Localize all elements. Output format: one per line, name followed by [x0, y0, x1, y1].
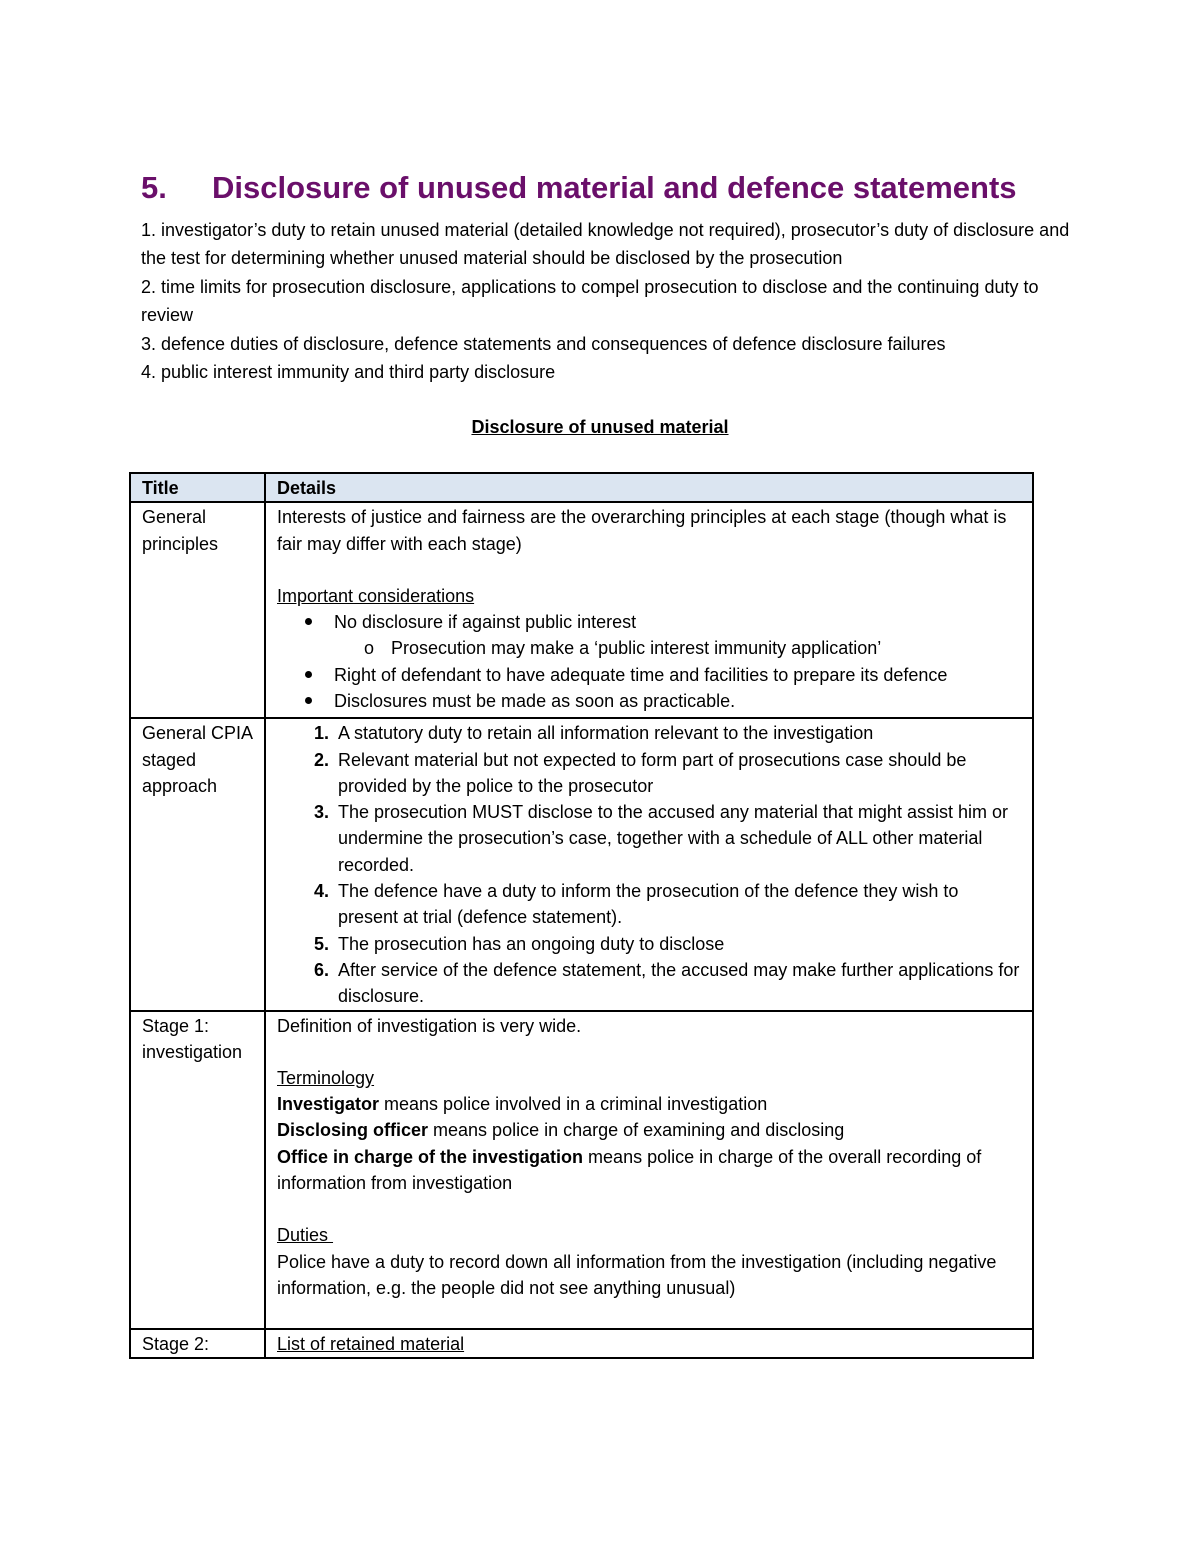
list-item: Right of defendant to have adequate time and facilities to prepare its defence	[334, 662, 1022, 688]
row-details	[265, 502, 1033, 718]
row-title: Stage 2:	[130, 1329, 265, 1358]
row-details	[265, 1011, 1033, 1329]
list-item: 2. Relevant material but not expected to form part of prosecutions case should be provided by the police to the prosecutor	[334, 747, 1022, 800]
list-item: 4. The defence have a duty to inform the prosecution of the defence they wish to present at trial (defence statement).	[334, 878, 1022, 931]
syllabus-item: 3. defence duties of disclosure, defence statements and consequences of defence disclosure failures	[141, 333, 946, 354]
list-item: No disclosure if against public interest o Prosecution may make a ‘public interest immunity application’	[334, 609, 1022, 662]
table-row	[130, 502, 1033, 718]
row-details	[265, 718, 1033, 1010]
syllabus-list	[141, 216, 1071, 386]
terminology-label: Terminology	[277, 1067, 375, 1088]
syllabus-item: 1. investigator’s duty to retain unused material (detailed knowledge not required), prosecutor’s duty of disclosure and the test for determining whether unused material should be disclosed by the prosecution	[141, 220, 1070, 269]
duties-label: Duties	[277, 1225, 334, 1246]
table-header-row	[130, 473, 1033, 502]
term-item: Disclosing officer means police in charge of examining and disclosing	[277, 1120, 845, 1141]
row-title: Stage 1: investigation	[130, 1011, 265, 1329]
list-item: Disclosures must be made as soon as practicable.	[334, 688, 1022, 714]
list-item: o Prosecution may make a ‘public interest immunity application’	[391, 635, 1022, 661]
syllabus-item: 4. public interest immunity and third party disclosure	[141, 362, 556, 383]
row-title: General principles	[130, 502, 265, 718]
row-title: General CPIA staged approach	[130, 718, 265, 1010]
chapter-title: Disclosure of unused material and defence statements	[212, 170, 1017, 205]
table-row	[130, 718, 1033, 1010]
chapter-heading	[141, 170, 1101, 206]
list-item: 3. The prosecution MUST disclose to the accused any material that might assist him or undermine the prosecution’s case, together with a schedule of ALL other material recorded.	[334, 799, 1022, 878]
row-details: List of retained material	[265, 1329, 1033, 1358]
term-item: Investigator means police involved in a criminal investigation	[277, 1094, 768, 1115]
section-title: Disclosure of unused material	[471, 417, 729, 437]
term-item: Office in charge of the investigation means police in charge of the overall recording of information from investigation	[277, 1146, 982, 1194]
table-row	[130, 1011, 1033, 1329]
disclosure-table	[129, 472, 1034, 1359]
considerations-label: Important considerations	[277, 585, 475, 606]
list-item: 5. The prosecution has an ongoing duty to disclose	[334, 931, 1022, 957]
header-title: Title	[130, 473, 265, 502]
sub-list	[334, 635, 1022, 661]
table-row	[130, 1329, 1033, 1358]
chapter-number: 5.	[141, 170, 167, 205]
list-item: 6. After service of the defence statement, the accused may make further applications for disclosure.	[334, 957, 1022, 1010]
list-item: 1. A statutory duty to retain all information relevant to the investigation	[334, 720, 1022, 746]
cpia-steps	[277, 720, 1022, 1009]
syllabus-item: 2. time limits for prosecution disclosure, applications to compel prosecution to disclose and the continuing duty to review	[141, 276, 1039, 326]
header-details: Details	[265, 473, 1033, 502]
definition-text: Definition of investigation is very wide.	[277, 1015, 582, 1036]
principles-intro: Interests of justice and fairness are the overarching principles at each stage (though what is fair may differ with each stage)	[277, 507, 1007, 554]
duties-text: Police have a duty to record down all information from the investigation (including negative information, e.g. the people did not see anything unusual)	[277, 1251, 997, 1298]
considerations-list	[277, 609, 1022, 714]
